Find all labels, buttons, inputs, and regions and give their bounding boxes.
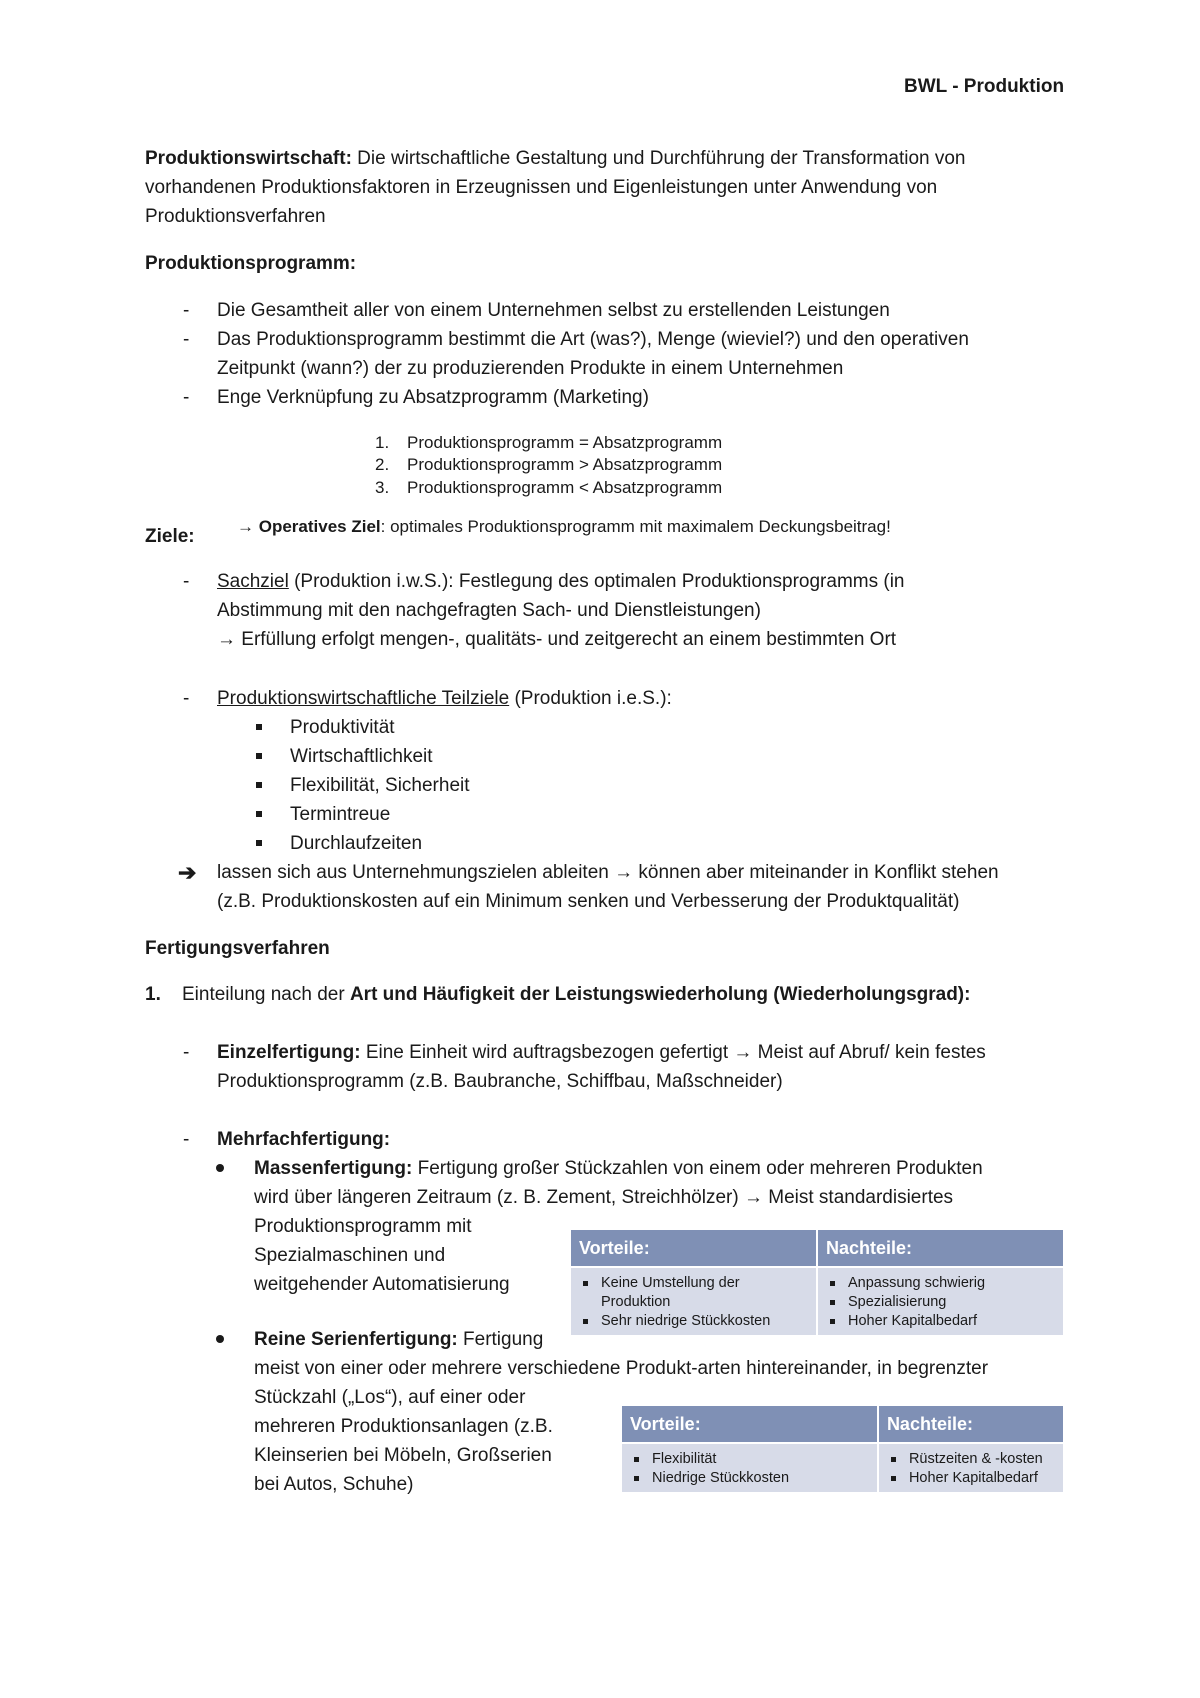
ordered-item-text: Produktionsprogramm < Absatzprogramm xyxy=(407,478,723,497)
serienfertigung-line-4: mehreren Produktionsanlagen (z.B. xyxy=(254,1416,553,1437)
section-heading-ziele: Ziele: xyxy=(145,526,195,547)
dash-bullet: - xyxy=(183,1129,190,1150)
arrow-icon: → xyxy=(237,517,259,536)
table-list-item: Spezialisierung xyxy=(826,1293,1055,1312)
sachziel-line-2: Abstimmung mit den nachgefragten Sach- und Dienstleistungen) xyxy=(217,600,761,621)
ordered-item-text: Produktionsprogramm = Absatzprogramm xyxy=(407,433,723,452)
table-list-item: Hoher Kapitalbedarf xyxy=(826,1312,1055,1331)
dash-bullet: - xyxy=(183,571,190,592)
square-bullet xyxy=(256,840,262,846)
teilziel-item: Produktivität xyxy=(290,717,395,738)
ordered-item-num: 2. xyxy=(375,455,390,474)
table-header-nachteile: Nachteile: xyxy=(817,1229,1064,1267)
conclusion-line-1: lassen sich aus Unternehmungszielen ableiten → können aber miteinander in Konflikt stehen xyxy=(217,862,999,883)
round-bullet xyxy=(216,1335,224,1343)
numbered-item-num: 1. xyxy=(145,984,161,1005)
ordered-item-text: Produktionsprogramm > Absatzprogramm xyxy=(407,455,723,474)
serienfertigung-line-2: meist von einer oder mehrere verschiedene Produkt-arten hintereinander, in begrenzter xyxy=(254,1358,989,1379)
einzelfertigung-label: Einzelfertigung: xyxy=(217,1042,361,1063)
dash-bullet: - xyxy=(183,329,190,350)
ordered-item-num: 3. xyxy=(375,478,390,497)
page-header-title: BWL - Produktion xyxy=(904,76,1065,97)
bold-arrow-icon: ➔ xyxy=(178,860,197,885)
table-header-nachteile: Nachteile: xyxy=(878,1405,1064,1443)
dash-bullet: - xyxy=(183,688,190,709)
massenfertigung-line-2: wird über längeren Zeitraum (z. B. Zement, Streichhölzer) → Meist standardisiertes xyxy=(254,1187,954,1208)
massenfertigung-line-3: Produktionsprogramm mit xyxy=(254,1216,472,1237)
massenfertigung-line-1 xyxy=(254,1154,983,1183)
vorteile-cell xyxy=(621,1443,878,1493)
vorteile-nachteile-table-serien xyxy=(620,1404,1065,1494)
teilziel-item: Flexibilität, Sicherheit xyxy=(290,775,470,796)
serienfertigung-line-5: Kleinserien bei Möbeln, Großserien xyxy=(254,1445,552,1466)
table-header-vorteile: Vorteile: xyxy=(621,1405,878,1443)
table-list-item: Hoher Kapitalbedarf xyxy=(887,1469,1055,1488)
serienfertigung-label: Reine Serienfertigung: xyxy=(254,1329,458,1350)
section-heading-produktionsprogramm: Produktionsprogramm: xyxy=(145,253,357,274)
table-list-item: Sehr niedrige Stückkosten xyxy=(579,1312,808,1331)
table-list-item: Flexibilität xyxy=(630,1450,869,1469)
vorteile-cell xyxy=(570,1267,817,1336)
serienfertigung-line-1 xyxy=(254,1325,543,1354)
list-item: Enge Verknüpfung zu Absatzprogramm (Marketing) xyxy=(217,387,649,408)
vorteile-nachteile-table-massen xyxy=(569,1228,1065,1337)
sachziel-line-3: → Erfüllung erfolgt mengen-, qualitäts- und zeitgerecht an einem bestimmten Ort xyxy=(217,629,897,650)
sachziel-text: (Produktion i.w.S.): Festlegung des optimalen Produktionsprogramms (in xyxy=(288,571,905,592)
teilziel-item: Durchlaufzeiten xyxy=(290,833,423,854)
einzelfertigung-text: Eine Einheit wird auftragsbezogen gefertigt → Meist auf Abruf/ kein festes xyxy=(360,1042,986,1063)
serienfertigung-line-6: bei Autos, Schuhe) xyxy=(254,1474,414,1495)
ordered-item-num: 1. xyxy=(375,433,390,452)
einzelfertigung-line-2: Produktionsprogramm (z.B. Baubranche, Schiffbau, Maßschneider) xyxy=(217,1071,783,1092)
teilziele-line xyxy=(217,684,672,713)
definition-term: Produktionswirtschaft: xyxy=(145,148,352,169)
teilziele-term: Produktionswirtschaftliche Teilziele xyxy=(217,688,510,709)
massenfertigung-line-4: Spezialmaschinen und xyxy=(254,1245,446,1266)
list-item: Die Gesamtheit aller von einem Unternehmen selbst zu erstellenden Leistungen xyxy=(217,300,890,321)
definition-line-3: Produktionsverfahren xyxy=(145,206,326,227)
table-header-vorteile: Vorteile: xyxy=(570,1229,817,1267)
serienfertigung-line-3: Stückzahl („Los“), auf einer oder xyxy=(254,1387,526,1408)
operatives-ziel-label: Operatives Ziel xyxy=(258,517,381,536)
table-list-item: Rüstzeiten & -kosten xyxy=(887,1450,1055,1469)
sachziel-term: Sachziel xyxy=(217,571,289,592)
round-bullet xyxy=(216,1164,224,1172)
square-bullet xyxy=(256,753,262,759)
numbered-item-prefix: Einteilung nach der xyxy=(182,984,350,1005)
section-heading-fertigungsverfahren: Fertigungsverfahren xyxy=(145,938,330,959)
serienfertigung-text: Fertigung xyxy=(457,1329,544,1350)
square-bullet xyxy=(256,811,262,817)
list-item-continuation: Zeitpunkt (wann?) der zu produzierenden Produkte in einem Unternehmen xyxy=(217,358,844,379)
table-list-item: Anpassung schwierig xyxy=(826,1274,1055,1293)
massenfertigung-label: Massenfertigung: xyxy=(254,1158,413,1179)
definition-line-1 xyxy=(145,144,966,173)
numbered-item-text xyxy=(182,980,970,1009)
square-bullet xyxy=(256,724,262,730)
massenfertigung-line-5: weitgehender Automatisierung xyxy=(254,1274,510,1295)
dash-bullet: - xyxy=(183,387,190,408)
table-list-item: Niedrige Stückkosten xyxy=(630,1469,869,1488)
dash-bullet: - xyxy=(183,300,190,321)
conclusion-line-2: (z.B. Produktionskosten auf ein Minimum senken und Verbesserung der Produktqualität) xyxy=(217,891,960,912)
table-list-item: Keine Umstellung der Produktion xyxy=(579,1274,808,1312)
square-bullet xyxy=(256,782,262,788)
operatives-ziel-line xyxy=(237,516,891,538)
nachteile-cell xyxy=(817,1267,1064,1336)
teilziele-text: (Produktion i.e.S.): xyxy=(509,688,672,709)
teilziel-item: Wirtschaftlichkeit xyxy=(290,746,433,767)
nachteile-cell xyxy=(878,1443,1064,1493)
numbered-item-bold: Art und Häufigkeit der Leistungswiederholung (Wiederholungsgrad): xyxy=(349,984,971,1005)
list-item: Das Produktionsprogramm bestimmt die Art (was?), Menge (wieviel?) und den operativen xyxy=(217,329,969,350)
dash-bullet: - xyxy=(183,1042,190,1063)
sachziel-line-1 xyxy=(217,567,905,596)
definition-text: Die wirtschaftliche Gestaltung und Durchführung der Transformation von xyxy=(351,148,966,169)
einzelfertigung-line-1 xyxy=(217,1038,986,1067)
mehrfachfertigung-label: Mehrfachfertigung: xyxy=(217,1129,391,1150)
massenfertigung-text: Fertigung großer Stückzahlen von einem oder mehreren Produkten xyxy=(412,1158,983,1179)
operatives-ziel-text: : optimales Produktionsprogramm mit maximalem Deckungsbeitrag! xyxy=(380,517,891,536)
teilziel-item: Termintreue xyxy=(290,804,391,825)
definition-line-2: vorhandenen Produktionsfaktoren in Erzeugnissen und Eigenleistungen unter Anwendung von xyxy=(145,177,938,198)
